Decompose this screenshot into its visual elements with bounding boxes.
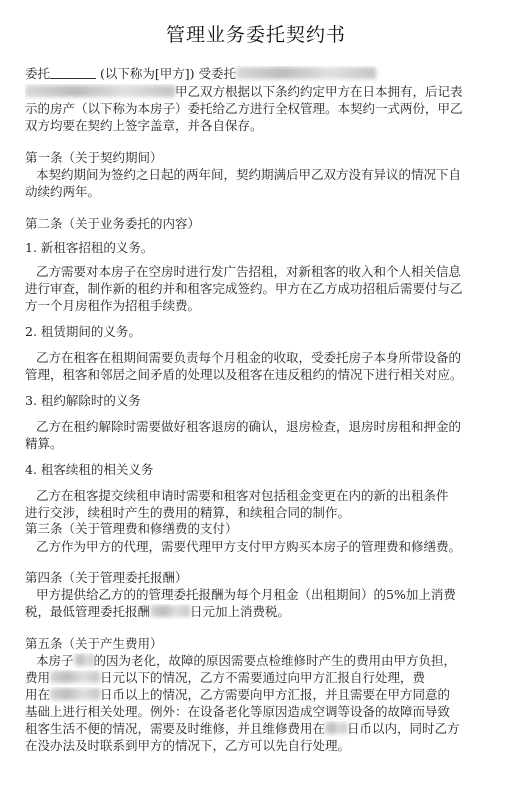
redacted-amount [50, 688, 100, 700]
article-4-text-cont: 税，最低管理委托报酬 日元加上消费税。 [25, 604, 291, 619]
item-4-text-cont: 进行交涉，续租时产生的费用的精算，和续租合同的制作。 [25, 505, 351, 520]
article-1-text-cont: 动续约两年。 [25, 184, 101, 199]
item-4-heading: 4. 租客续租的相关义务 [25, 462, 154, 477]
party-a-alias: (以下称为[甲方]) [100, 66, 195, 81]
item-2-text-cont: 管理，租客和邻居之间矛盾的处理以及租客在违反租约的情况下进行相关对应。 [25, 367, 463, 382]
redacted-text [25, 85, 175, 97]
redacted-party-b [236, 67, 376, 79]
article-5-text-end: 在没办法及时联系到甲方的情况下，乙方可以先自行处理。 [25, 738, 351, 753]
redacted-amount [150, 605, 190, 617]
item-3-text-cont: 精算。 [25, 436, 63, 451]
party-a-blank [50, 66, 96, 79]
item-1-text-cont: 进行审查，制作新的租约并和租客完成签约。甲方在乙方成功招租后需要付与乙 [25, 281, 463, 296]
article-1-heading: 第一条（关于契约期间） [25, 150, 163, 165]
party-b-label: 受委托 [198, 66, 237, 81]
article-3-heading: 第三条（关于管理费和修缮费的支付） [25, 521, 238, 536]
article-5-text-cont-3: 基础上进行相关处理。例外：在设备老化等原因造成空调等设备的故障而导致 [25, 704, 451, 719]
item-1-heading: 1. 新租客招租的义务。 [25, 240, 154, 255]
party-a-label: 委托 [25, 66, 51, 81]
article-2-heading: 第二条（关于业务委托的内容） [25, 216, 201, 231]
item-2-text: 乙方在租客在租期间需要负责每个月租金的收取，受委托房子本身所带设备的 [36, 350, 462, 365]
redacted-amount [325, 722, 347, 734]
item-1-text-end: 方一个月房租作为招租手续费。 [25, 298, 201, 313]
intro-line-3: 双方均要在契约上签字盖章，并各自保存。 [25, 118, 263, 133]
article-1-text: 本契约期间为签约之日起的两年间，契约期满后甲乙双方没有异议的情况下自 [36, 167, 462, 182]
article-4-heading: 第四条（关于管理委托报酬） [25, 570, 188, 585]
article-5-text-cont-1: 费用 日元以下的情况，乙方不需要通过向甲方汇报自行处理，费 [25, 670, 426, 685]
redacted-text [74, 654, 94, 666]
item-3-heading: 3. 租约解除时的义务 [25, 393, 141, 408]
article-5-heading: 第五条（关于产生费用） [25, 636, 163, 651]
article-3-text: 乙方作为甲方的代理，需要代理甲方支付甲方购买本房子的管理费和修缮费。 [36, 539, 462, 554]
article-5-text: 本房子 的因为老化，故障的原因需要点检维修时产生的费用由甲方负担， [36, 653, 457, 668]
item-2-heading: 2. 租赁期间的义务。 [25, 324, 141, 339]
intro-line-2: 示的房产（以下称为本房子）委托给乙方进行全权管理。本契约一式两份，甲乙 [25, 101, 463, 116]
redacted-amount [50, 671, 100, 683]
item-3-text: 乙方在租约解除时需要做好租客退房的确认，退房检查，退房时房租和押金的 [36, 419, 462, 434]
article-5-text-cont-4: 租客生活不便的情况，需要及时维修，并且维修费用在 日币以内，同时乙方 [25, 721, 460, 736]
party-line [25, 66, 495, 82]
article-4-text: 甲方提供给乙方的的管理委托报酬为每个月租金（出租期间）的5%加上消费 [36, 587, 456, 602]
intro-line-1: 甲乙双方根据以下条约约定甲方在日本拥有，后记表 [25, 84, 495, 100]
item-1-text: 乙方需要对本房子在空房时进行发广告招租，对新租客的收入和个人相关信息 [36, 264, 462, 279]
document-title: 管理业务委托契约书 [165, 24, 346, 46]
article-5-text-cont-2: 用在 日币以上的情况，乙方需要向甲方汇报，并且需要在甲方同意的 [25, 687, 451, 702]
item-4-text: 乙方在租客提交续租申请时需要和租客对包括租金变更在内的新的出租条件 [36, 488, 449, 503]
